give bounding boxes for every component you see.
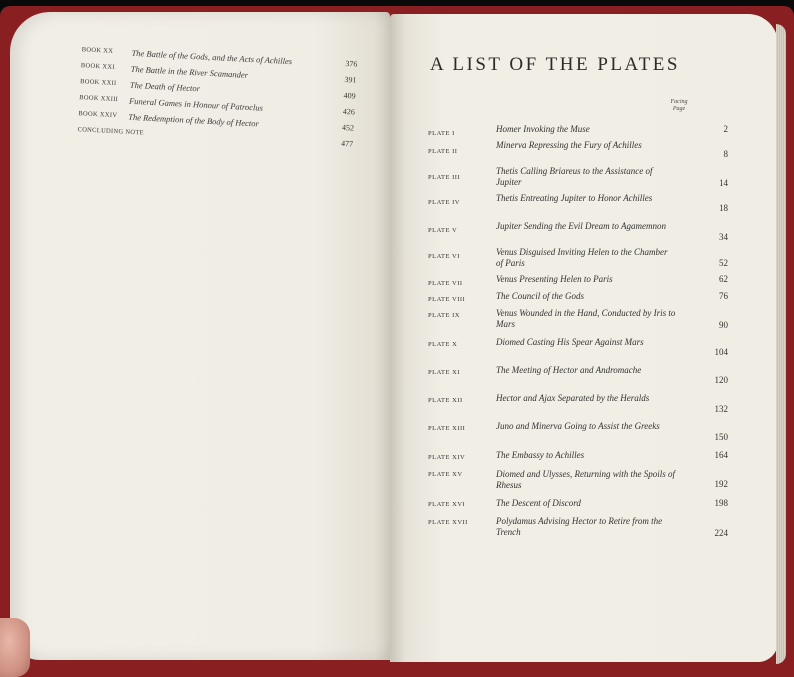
plate-title: Venus Presenting Helen to Paris	[496, 274, 613, 284]
plate-title: Polydamus Advising Hector to Retire from the Trench	[496, 516, 663, 537]
plate-page: 150	[714, 432, 728, 442]
plate-page: 120	[714, 375, 728, 385]
plate-title: Venus Disguised Inviting Helen to the Chamber of Paris	[496, 247, 668, 268]
plate-label: PLATE VII	[428, 280, 463, 287]
plate-title: Hector and Ajax Separated by the Heralds	[496, 393, 650, 403]
plate-title: The Embassy to Achilles	[496, 450, 585, 460]
toc-page-number: 391	[344, 75, 357, 85]
plate-page: 104	[714, 347, 728, 357]
toc-page-number: 426	[342, 106, 356, 117]
plate-title: The Meeting of Hector and Andromache	[496, 365, 642, 375]
page-label: Page	[672, 106, 686, 112]
plate-label: PLATE III	[428, 174, 461, 181]
plate-label: PLATE V	[428, 227, 458, 234]
plate-label: PLATE XV	[428, 471, 463, 478]
toc-book-label: BOOK XXIII	[79, 94, 119, 104]
plate-title: Juno and Minerva Going to Assist the Greeks	[496, 421, 660, 431]
plate-label: PLATE XVII	[428, 519, 468, 526]
plate-page: 76	[719, 291, 728, 301]
plate-title: Minerva Repressing the Fury of Achilles	[496, 140, 642, 150]
plate-title: The Descent of Discord	[496, 498, 581, 508]
toc-book-title: The Battle in the River Scamander	[130, 63, 249, 80]
plate-label: PLATE VIII	[428, 296, 466, 303]
facing-label: Facing	[670, 99, 688, 105]
plate-title: The Council of the Gods	[496, 291, 584, 301]
plate-page: 34	[719, 232, 728, 242]
plate-page: 90	[719, 320, 728, 330]
plate-page: 192	[714, 479, 728, 489]
plate-title: Homer Invoking the Muse	[496, 124, 590, 134]
plate-page: 164	[714, 450, 728, 460]
table-of-contents	[73, 44, 358, 155]
toc-book-label: BOOK XXII	[79, 78, 117, 88]
facing-page-header	[664, 99, 694, 113]
plate-page: 8	[723, 149, 728, 159]
toc-book-title: The Battle of the Gods, and the Acts of Achilles	[131, 47, 293, 67]
toc-book-title: The Death of Hector	[129, 79, 201, 94]
toc-book-label: CONCLUDING NOTE	[77, 126, 145, 137]
plate-label: PLATE XIII	[428, 425, 466, 432]
plate-label: PLATE II	[428, 148, 458, 155]
plate-title: Jupiter Sending the Evil Dream to Agamemnon	[496, 221, 666, 231]
toc-book-label: BOOK XXI	[80, 62, 116, 71]
toc-book-title: Funeral Games in Honour of Patroclus	[128, 95, 264, 113]
plate-page: 52	[719, 258, 728, 268]
plate-title: Diomed and Ulysses, Returning with the Spoils of Rhesus	[496, 469, 675, 490]
toc-page-number: 409	[343, 90, 356, 101]
plate-page: 224	[714, 528, 728, 538]
plate-label: PLATE IV	[428, 199, 460, 206]
thumb	[0, 618, 30, 677]
toc-page-number: 376	[345, 59, 358, 69]
plate-title: Venus Wounded in the Hand, Conducted by Iris to Mars	[496, 308, 676, 329]
plate-label: PLATE I	[428, 130, 455, 137]
plate-label: PLATE IX	[428, 312, 460, 319]
plate-page: 18	[719, 203, 728, 213]
plate-page: 198	[714, 498, 728, 508]
plate-page: 14	[719, 178, 728, 188]
plate-page: 2	[723, 124, 728, 134]
plate-title: Diomed Casting His Spear Against Mars	[496, 337, 644, 347]
plate-label: PLATE X	[428, 341, 458, 348]
plate-label: PLATE XIV	[428, 454, 466, 461]
toc-book-label: BOOK XXIV	[78, 110, 118, 120]
plate-label: PLATE XVI	[428, 501, 466, 508]
toc-book-label: BOOK XX	[81, 46, 114, 55]
plate-label: PLATE VI	[428, 253, 460, 260]
toc-page-number: 452	[341, 122, 355, 133]
plate-title: Thetis Calling Briareus to the Assistance of Jupiter	[496, 166, 653, 187]
toc-page-number: 477	[340, 138, 354, 149]
plate-label: PLATE XI	[428, 369, 460, 376]
toc-book-title: The Redemption of the Body of Hector	[128, 111, 260, 129]
plate-page: 132	[714, 404, 728, 414]
plate-label: PLATE XII	[428, 397, 463, 404]
plates-heading: A LIST OF THE PLATES	[430, 54, 680, 75]
page-edges	[776, 24, 786, 664]
plate-title: Thetis Entreating Jupiter to Honor Achilles	[496, 193, 653, 203]
plate-page: 62	[719, 274, 728, 284]
